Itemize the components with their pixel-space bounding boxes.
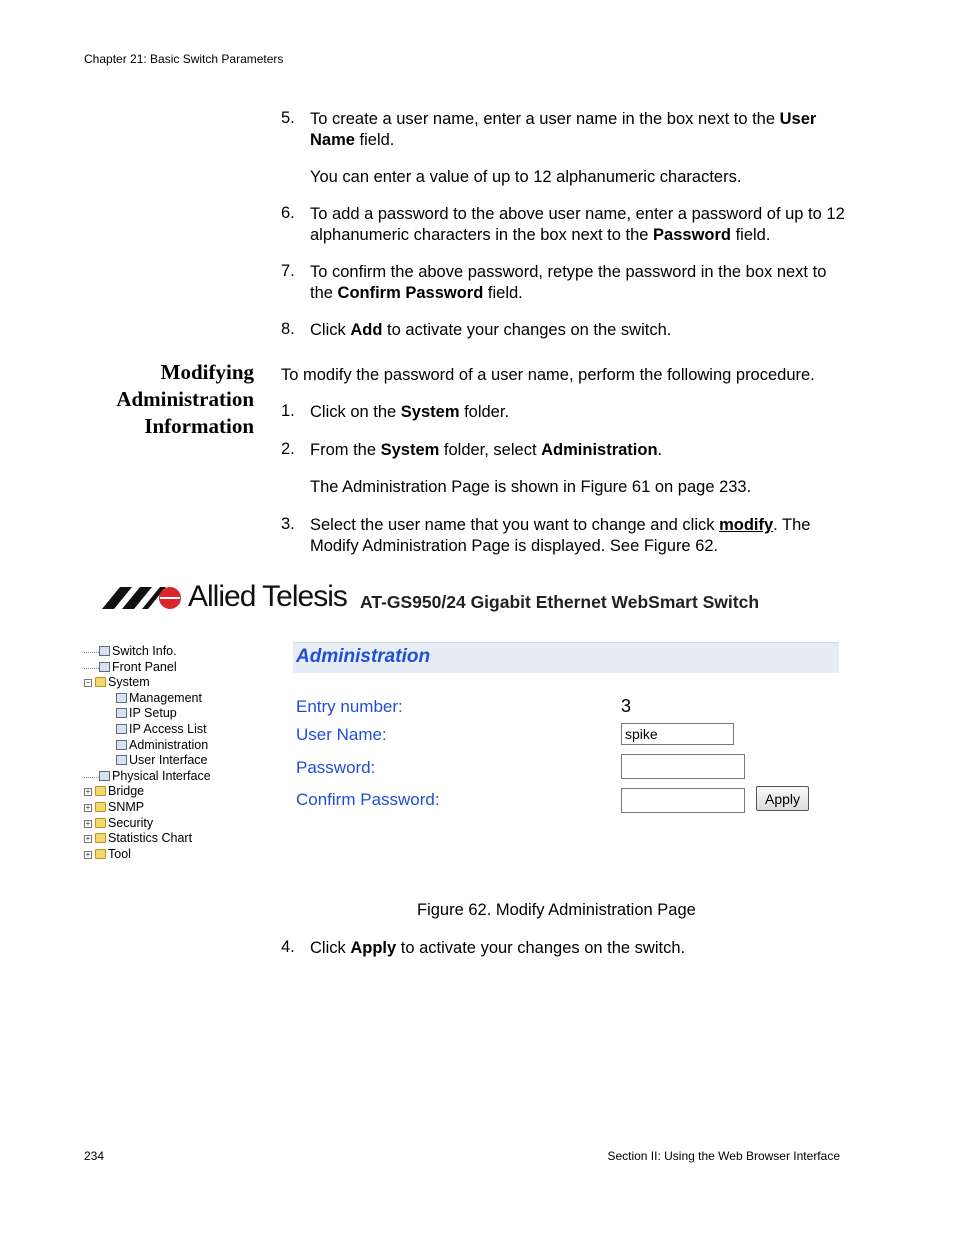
folder-icon: [95, 818, 106, 828]
figure-caption: Figure 62. Modify Administration Page: [417, 901, 696, 919]
step-number: 4.: [281, 938, 295, 956]
step-text: Click Add to activate your changes on the switch.: [310, 321, 672, 339]
tree-item-label: Tool: [108, 846, 131, 861]
page-number: 234: [84, 1149, 105, 1163]
step-text: From the System folder, select Administration.: [310, 441, 663, 459]
folder-icon: [95, 849, 106, 859]
tree-item[interactable]: [112, 738, 208, 753]
tree-item[interactable]: [84, 769, 211, 784]
expand-icon[interactable]: +: [85, 834, 91, 844]
tree-item[interactable]: [112, 691, 202, 706]
heading-line: Modifying: [160, 360, 254, 384]
chapter-header: Chapter 21: Basic Switch Parameters: [84, 52, 284, 66]
expand-icon[interactable]: +: [85, 849, 91, 859]
tree-connector: [84, 644, 99, 653]
heading-line: Information: [144, 414, 254, 438]
password-label: Password:: [296, 758, 376, 777]
folder-icon: [95, 833, 106, 843]
page-icon: [116, 740, 127, 750]
password-input[interactable]: [621, 754, 745, 779]
entry-number-value: 3: [621, 696, 632, 716]
tree-item-label: SNMP: [108, 800, 145, 814]
expand-icon[interactable]: +: [85, 787, 91, 797]
tree-item[interactable]: [84, 800, 144, 815]
tree-item-label: Management: [129, 690, 202, 705]
step-number: 8.: [281, 320, 295, 338]
confirm-password-label: Confirm Password:: [296, 790, 440, 809]
step-note: You can enter a value of up to 12 alphanumeric characters.: [310, 168, 742, 186]
entry-number-label: Entry number:: [296, 697, 403, 716]
tree-item[interactable]: [84, 784, 144, 799]
step-number: 5.: [281, 109, 295, 127]
page-icon: [99, 662, 110, 672]
tree-item-label: IP Setup: [129, 706, 177, 721]
brand-name: Allied Telesis: [188, 580, 347, 613]
apply-button[interactable]: Apply: [756, 786, 809, 811]
tree-item-label: Administration: [129, 737, 209, 752]
section-intro: To modify the password of a user name, perform the following procedure.: [281, 366, 815, 384]
tree-item[interactable]: [84, 675, 150, 690]
step-text: Select the user name that you want to change and click modify. The Modify Administration Page is displayed. See Figure 62.: [310, 516, 811, 555]
tree-item[interactable]: [112, 722, 207, 737]
tree-item-label: Switch Info.: [112, 644, 177, 658]
tree-item[interactable]: [84, 847, 131, 862]
footer-section: Section II: Using the Web Browser Interface: [607, 1149, 840, 1163]
step-number: 6.: [281, 204, 295, 222]
step-number: 7.: [281, 262, 295, 280]
tree-connector: [84, 769, 99, 778]
tree-item-label: Front Panel: [112, 659, 177, 674]
collapse-icon[interactable]: −: [85, 678, 91, 688]
tree-item-label: Physical Interface: [112, 768, 211, 783]
expand-icon[interactable]: +: [85, 818, 91, 828]
tree-item[interactable]: [84, 831, 192, 846]
page-icon: [116, 708, 127, 718]
product-name: AT-GS950/24 Gigabit Ethernet WebSmart Switch: [360, 592, 760, 612]
tree-item-label: Security: [108, 815, 154, 830]
allied-telesis-logo-mark: [102, 585, 182, 611]
tree-item[interactable]: [84, 660, 177, 675]
step-text: To add a password to the above user name, enter a password of up to 12 alphanumeric characters in the box next to the Password field.: [310, 205, 845, 244]
page-icon: [116, 693, 127, 703]
section-heading: [54, 359, 254, 440]
step-text: To create a user name, enter a user name in the box next to the User Name field.: [310, 110, 817, 149]
step-number: 2.: [281, 440, 295, 458]
page-icon: [116, 724, 127, 734]
heading-line: Administration: [116, 387, 254, 411]
step-note: The Administration Page is shown in Figure 61 on page 233.: [310, 478, 752, 496]
step-number: 3.: [281, 515, 295, 533]
tree-item-label: Statistics Chart: [108, 831, 193, 846]
step-text: Click Apply to activate your changes on the switch.: [310, 939, 686, 957]
page-icon: [99, 646, 110, 656]
page-icon: [99, 771, 110, 781]
tree-item-label: User Interface: [129, 753, 208, 768]
tree-item[interactable]: [112, 753, 208, 768]
expand-icon[interactable]: +: [85, 803, 91, 812]
user-name-label: User Name:: [296, 725, 387, 744]
tree-item[interactable]: [84, 816, 153, 831]
step-text: Click on the System folder.: [310, 403, 510, 421]
tree-item-label: IP Access List: [129, 722, 207, 736]
user-name-input[interactable]: [621, 723, 734, 745]
step-number: 1.: [281, 402, 295, 420]
page-icon: [116, 755, 127, 765]
folder-icon: [95, 786, 106, 796]
folder-open-icon: [95, 677, 106, 687]
tree-connector: [84, 660, 99, 669]
confirm-password-input[interactable]: [621, 788, 745, 813]
tree-item[interactable]: [84, 644, 177, 659]
tree-item-label: System: [108, 675, 150, 690]
tree-item-label: Bridge: [108, 784, 145, 799]
step-text: To confirm the above password, retype the password in the box next to the Confirm Password field.: [310, 263, 827, 302]
folder-icon: [95, 802, 106, 812]
page-title: Administration: [296, 646, 431, 667]
tree-item[interactable]: [112, 706, 177, 721]
